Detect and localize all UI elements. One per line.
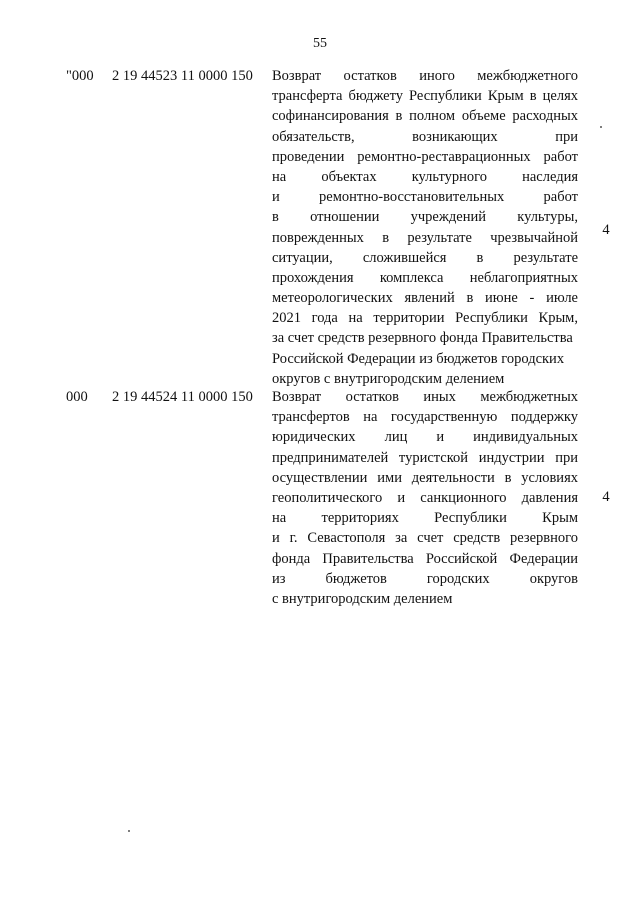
description-line: трансферта бюджету Республики Крым в целях [272, 88, 578, 105]
description-line: обязательств, возникающих при [272, 128, 578, 145]
description-line: поврежденных в результате чрезвычайной [272, 229, 578, 246]
description-line: на территориях Республики Крым [272, 510, 578, 527]
description-line: за счет средств резервного фонда Правительства [272, 330, 573, 347]
scan-speck [128, 830, 130, 832]
description-line: из бюджетов городских округов [272, 570, 578, 587]
revenue-description [272, 66, 578, 389]
description-line: Российской Федерации из бюджетов городских [272, 350, 565, 367]
description-line: трансфертов на государственную поддержку [272, 409, 578, 426]
description-line: и ремонтно-восстановительных работ [272, 189, 578, 206]
description-line: геополитического и санкционного давления [272, 489, 578, 506]
description-line: фонда Правительства Российской Федерации [272, 550, 578, 567]
description-line: 2021 года на территории Республики Крым, [272, 310, 578, 327]
description-line: и г. Севастополя за счет средств резервного [272, 530, 578, 547]
description-line: юридических лиц и индивидуальных [272, 429, 578, 446]
admin-code: 000 [66, 389, 88, 405]
revenue-description [272, 387, 578, 609]
scan-speck [600, 126, 602, 128]
amount-value: 4 [602, 489, 610, 505]
description-line: с внутригородским делением [272, 590, 453, 607]
admin-code: "000 [66, 68, 94, 84]
budget-classification-code: 2 19 44524 11 0000 150 [112, 389, 253, 405]
description-line: ситуации, сложившейся в результате [272, 249, 578, 266]
budget-classification-code: 2 19 44523 11 0000 150 [112, 68, 253, 84]
description-line: метеорологических явлений в июне - июле [272, 290, 578, 307]
description-line: Возврат остатков иного межбюджетного [272, 68, 578, 84]
page-number: 55 [313, 36, 327, 51]
description-line: округов с внутригородским делением [272, 370, 505, 387]
amount-value: 4 [602, 222, 610, 238]
description-line: в отношении учреждений культуры, [272, 209, 578, 226]
description-line: предпринимателей туристской индустрии при [272, 449, 578, 466]
description-line: на объектах культурного наследия [272, 168, 578, 185]
description-line: осуществлении ими деятельности в условиях [272, 469, 578, 486]
description-line: Возврат остатков иных межбюджетных [272, 389, 578, 405]
description-line: прохождения комплекса неблагоприятных [272, 269, 578, 286]
description-line: софинансирования в полном объеме расходных [272, 108, 578, 125]
description-line: проведении ремонтно-реставрационных работ [272, 148, 578, 165]
